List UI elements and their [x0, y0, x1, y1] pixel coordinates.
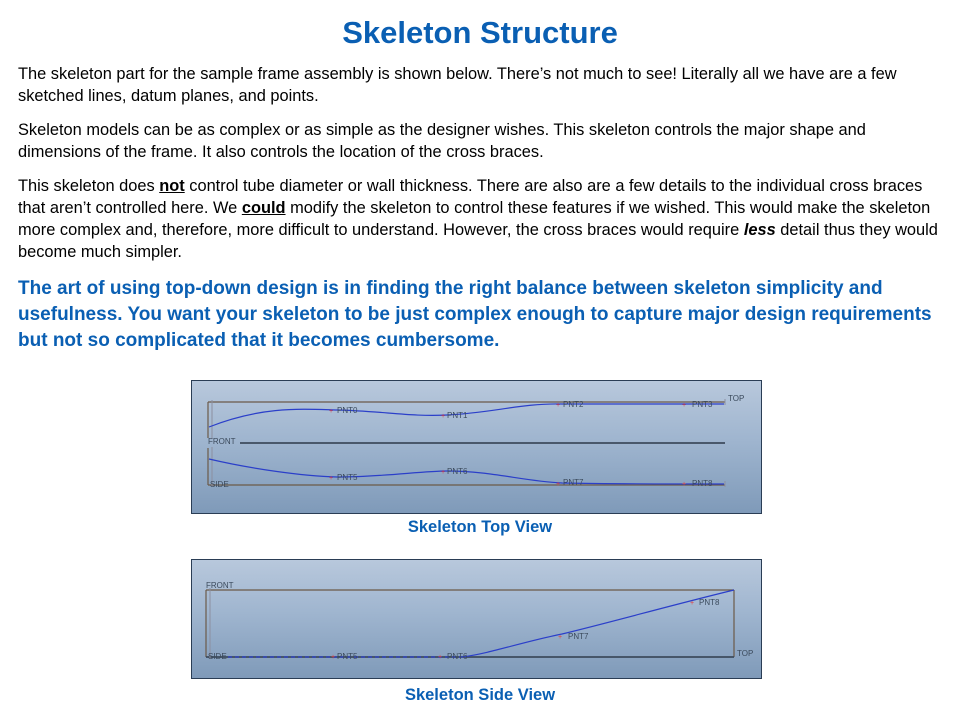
top-plane-label: TOP	[737, 649, 754, 658]
figure-caption-side-view: Skeleton Side View	[404, 686, 556, 704]
pnt8-label: PNT8	[699, 598, 720, 607]
control-text-2: control tube diameter or wall thickness. There are also are a few details to the individual cross braces that aren’t controlled here. We	[18, 177, 923, 217]
side-plane-label: SIDE	[210, 480, 229, 489]
point-marker: +	[556, 481, 561, 488]
point-marker: +	[329, 475, 334, 482]
side-view-drawing	[192, 560, 761, 678]
point-marker: +	[441, 469, 446, 476]
top-plane-label: TOP	[728, 394, 745, 403]
pnt6-label: PNT6	[447, 467, 468, 476]
pnt3-label: PNT3	[692, 400, 713, 409]
top-view-drawing	[192, 381, 761, 513]
control-paragraph	[18, 175, 948, 263]
complexity-paragraph: Skeleton models can be as complex or as simple as the designer wishes. This skeleton controls the major shape and dimensions of the frame. It also controls the location of the cross braces.	[18, 121, 866, 161]
key-takeaway: The art of using top-down design is in finding the right balance between skeleton simplicity and usefulness. You want your skeleton to be just complex enough to capture major design requirements but not so complicated that it becomes cumbersome.	[18, 278, 932, 351]
point-marker: +	[331, 654, 336, 661]
point-marker: +	[682, 402, 687, 409]
side-plane-label: SIDE	[208, 652, 227, 661]
point-marker: +	[438, 654, 443, 661]
skeleton-top-view-image	[191, 380, 762, 514]
front-plane-label: FRONT	[206, 581, 234, 590]
pnt1-label: PNT1	[447, 411, 468, 420]
page-title: Skeleton Structure	[342, 15, 618, 50]
pnt7-label: PNT7	[568, 632, 589, 641]
less-emphasis: less	[743, 221, 776, 239]
skeleton-side-view-image	[191, 559, 762, 679]
control-text-4: detail thus they would become much simpler.	[18, 221, 938, 261]
pnt2-label: PNT2	[563, 400, 584, 409]
front-plane-label: FRONT	[208, 437, 236, 446]
pnt5-label: PNT5	[337, 652, 358, 661]
intro-paragraph: The skeleton part for the sample frame assembly is shown below. There’s not much to see! Literally all we have are a few sketched lines, datum planes, and points.	[18, 65, 897, 105]
pnt5-label: PNT5	[337, 473, 358, 482]
could-emphasis: could	[241, 199, 286, 217]
pnt8-label: PNT8	[692, 479, 713, 488]
not-emphasis: not	[159, 177, 185, 195]
control-text-3: modify the skeleton to control these features if we wished. This would make the skeleton more complex and, therefore, more difficult to understand. However, the cross braces would require	[18, 199, 931, 239]
point-marker: +	[682, 481, 687, 488]
point-marker: +	[690, 600, 695, 607]
control-text-1: This skeleton does	[18, 177, 160, 195]
figure-caption-top-view: Skeleton Top View	[407, 518, 553, 536]
point-marker: +	[556, 402, 561, 409]
pnt7-label: PNT7	[563, 478, 584, 487]
pnt0-label: PNT0	[337, 406, 358, 415]
point-marker: +	[558, 634, 563, 641]
point-marker: +	[329, 408, 334, 415]
point-marker: +	[441, 413, 446, 420]
pnt6-label: PNT6	[447, 652, 468, 661]
